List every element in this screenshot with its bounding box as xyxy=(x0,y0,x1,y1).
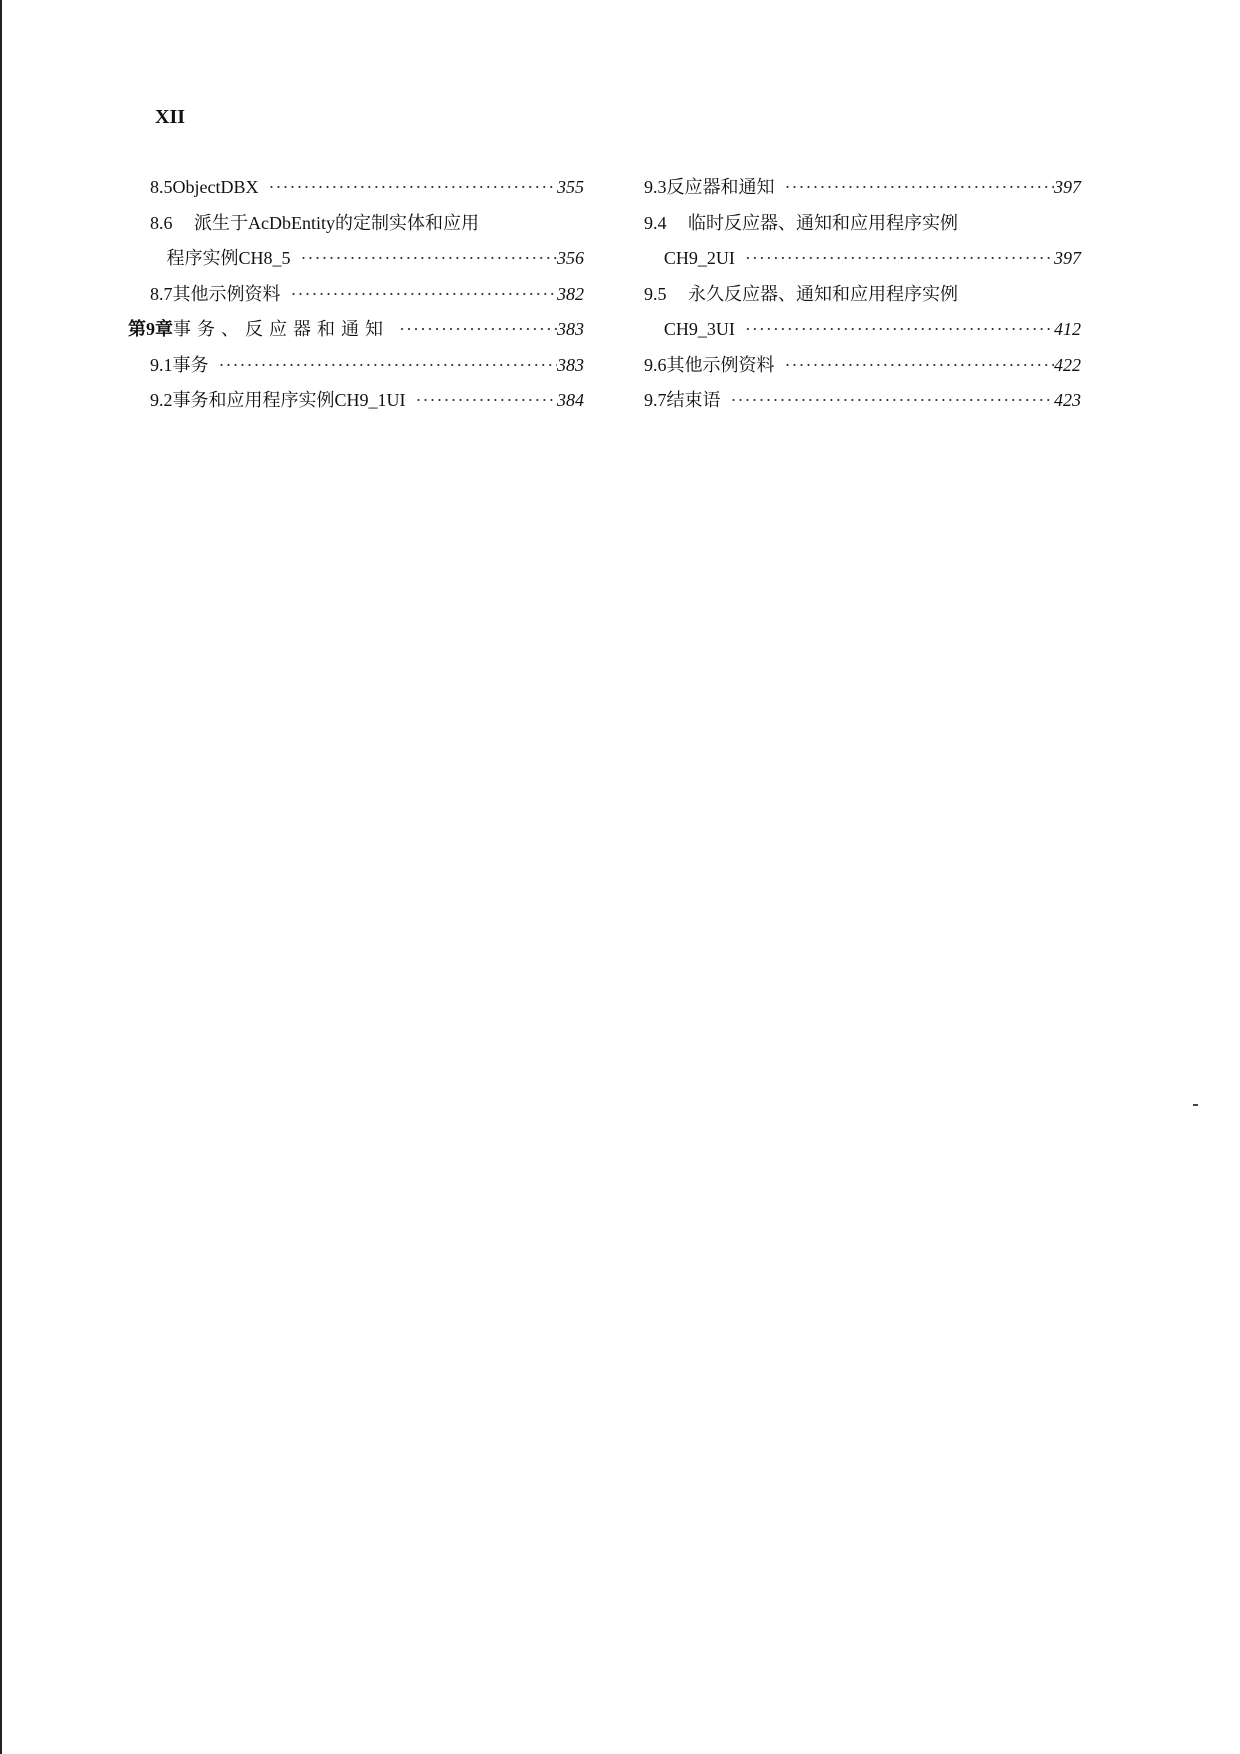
page-ref: 423 xyxy=(1054,390,1081,410)
section-number: 9.6 xyxy=(644,354,667,375)
page-number: XII xyxy=(155,106,186,128)
toc-entry-continuation[interactable] xyxy=(128,241,584,277)
entry-title: 其他示例资料 xyxy=(172,283,281,304)
entry-title: 反应器和通知 xyxy=(666,177,775,197)
leader-dots xyxy=(291,277,558,313)
entry-title: 事务和应用程序实例CH9_1UI xyxy=(172,390,406,410)
leader-dots xyxy=(731,383,1055,419)
leader-dots xyxy=(785,170,1055,206)
entry-title: 结束语 xyxy=(666,390,721,410)
leader-dots xyxy=(399,312,557,348)
entry-title: ObjectDBX xyxy=(172,177,259,197)
toc-left-column xyxy=(128,170,584,419)
chapter-number: 第9章 xyxy=(128,319,173,339)
section-number: 8.6 xyxy=(150,212,173,233)
page-ref: 355 xyxy=(557,177,584,197)
section-number: 9.5 xyxy=(644,283,667,304)
entry-title: CH9_3UI xyxy=(663,319,735,339)
section-number: 9.3 xyxy=(644,177,667,197)
page-ref: 412 xyxy=(1054,319,1081,339)
leader-dots xyxy=(268,170,557,206)
entry-title: CH9_2UI xyxy=(663,248,735,268)
entry-title: 派生于AcDbEntity的定制实体和应用 xyxy=(194,212,479,233)
section-number: 8.5 xyxy=(150,177,173,197)
toc-entry-continuation[interactable] xyxy=(644,312,1081,348)
leader-dots xyxy=(745,241,1054,277)
section-number: 9.1 xyxy=(150,354,173,375)
toc-entry[interactable] xyxy=(128,277,584,313)
entry-title: 事务 xyxy=(172,354,209,375)
page-ref: 422 xyxy=(1054,354,1081,375)
leader-dots xyxy=(745,312,1054,348)
page-ref: 397 xyxy=(1054,248,1081,268)
toc-chapter-entry[interactable] xyxy=(128,312,584,348)
section-number: 8.7 xyxy=(150,283,173,304)
leader-dots xyxy=(416,383,558,419)
leader-dots xyxy=(300,241,557,277)
leader-dots xyxy=(785,348,1055,384)
page-ref: 397 xyxy=(1054,177,1081,197)
toc-entry[interactable] xyxy=(644,383,1081,419)
toc-entry[interactable] xyxy=(644,277,1081,313)
scan-edge xyxy=(0,0,2,1754)
toc-right-column xyxy=(644,170,1081,419)
toc-entry[interactable] xyxy=(644,348,1081,384)
toc-entry[interactable] xyxy=(128,170,584,206)
toc-entry-continuation[interactable] xyxy=(644,241,1081,277)
entry-title: 临时反应器、通知和应用程序实例 xyxy=(688,212,958,233)
toc-entry[interactable] xyxy=(128,383,584,419)
section-number: 9.2 xyxy=(150,390,173,410)
entry-title: 其他示例资料 xyxy=(666,354,775,375)
page-ref: 383 xyxy=(557,319,584,339)
scan-speck xyxy=(1193,1104,1198,1106)
page-ref: 382 xyxy=(557,283,584,304)
toc-entry[interactable] xyxy=(128,348,584,384)
page-ref: 383 xyxy=(557,354,584,375)
entry-title: 永久反应器、通知和应用程序实例 xyxy=(688,283,958,304)
toc-entry[interactable] xyxy=(128,206,584,242)
toc-entry[interactable] xyxy=(644,170,1081,206)
chapter-title: 事务、反应器和通知 xyxy=(173,319,389,339)
toc-entry[interactable] xyxy=(644,206,1081,242)
entry-title: 程序实例CH8_5 xyxy=(166,248,291,268)
section-number: 9.4 xyxy=(644,212,667,233)
section-number: 9.7 xyxy=(644,390,667,410)
page-ref: 356 xyxy=(557,248,584,268)
page-ref: 384 xyxy=(557,390,584,410)
leader-dots xyxy=(219,348,558,384)
